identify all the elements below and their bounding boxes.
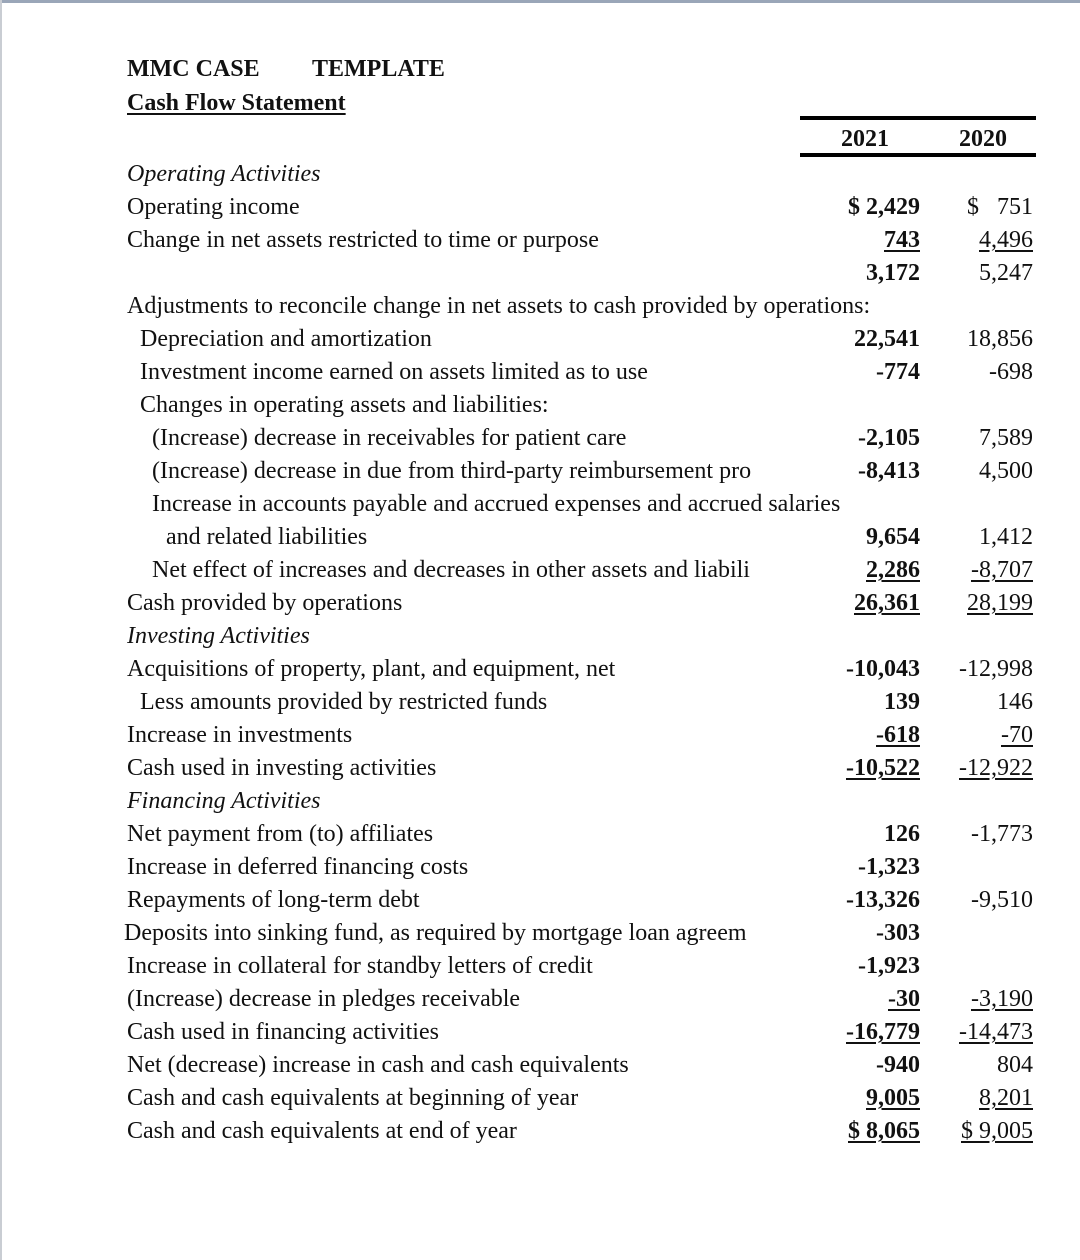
doc-subtitle: Cash Flow Statement: [127, 90, 346, 116]
row-label: Cash provided by operations: [127, 590, 403, 616]
value-2021: -940: [876, 1052, 920, 1078]
value-2020: -1,773: [971, 821, 1033, 847]
value-2021: -2,105: [858, 425, 920, 451]
value-2020: 4,500: [979, 458, 1033, 484]
value-2020: $ 9,005: [961, 1118, 1033, 1144]
row-accounts-payable-heading: [0, 488, 1080, 521]
value-2021: -10,043: [846, 656, 920, 682]
value-2021: 9,005: [866, 1085, 920, 1111]
row-subtotal: [0, 257, 1080, 290]
value-2021: -16,779: [846, 1019, 920, 1045]
value-2021: -1,923: [858, 953, 920, 979]
value-2020: 18,856: [967, 326, 1033, 352]
row-label: (Increase) decrease in pledges receivable: [127, 986, 521, 1012]
value-2021: 139: [884, 689, 920, 715]
row-net-change-cash: [0, 1049, 1080, 1082]
value-2021: 3,172: [866, 260, 920, 286]
section-operating-activities: [0, 158, 1080, 191]
row-cash-used-financing: [0, 1016, 1080, 1049]
row-label: Depreciation and amortization: [140, 326, 432, 352]
row-label: Increase in deferred financing costs: [127, 854, 469, 880]
row-label: Increase in collateral for standby letters of credit: [127, 953, 593, 979]
value-2020: -14,473: [959, 1019, 1033, 1045]
value-2020: -70: [1001, 722, 1033, 748]
row-deferred-financing: [0, 851, 1080, 884]
section-financing-activities: [0, 785, 1080, 818]
value-2020: -12,998: [959, 656, 1033, 682]
row-cash-end: [0, 1115, 1080, 1148]
value-2021: 2,286: [866, 557, 920, 583]
row-label: Investing Activities: [127, 623, 310, 649]
value-2021: -618: [876, 722, 920, 748]
row-investment-income: [0, 356, 1080, 389]
doc-title-template: TEMPLATE: [312, 56, 445, 82]
value-2020: 4,496: [979, 227, 1033, 253]
value-2021: 9,654: [866, 524, 920, 550]
value-2021: -10,522: [846, 755, 920, 781]
top-border: [0, 0, 1080, 3]
row-label: Increase in investments: [127, 722, 353, 748]
column-header-2020: 2020: [959, 126, 1007, 152]
row-restricted-funds: [0, 686, 1080, 719]
value-2021: -303: [876, 920, 920, 946]
row-label: Deposits into sinking fund, as required by mortgage loan agreem: [124, 920, 747, 946]
value-2021: 743: [884, 227, 920, 253]
value-2021: -8,413: [858, 458, 920, 484]
row-label: Repayments of long-term debt: [127, 887, 420, 913]
row-label: Adjustments to reconcile change in net assets to cash provided by operations:: [127, 293, 871, 319]
row-repayments-debt: [0, 884, 1080, 917]
value-2020: 5,247: [979, 260, 1033, 286]
value-2020: 1,412: [979, 524, 1033, 550]
row-net-payment-affiliates: [0, 818, 1080, 851]
row-cash-beginning: [0, 1082, 1080, 1115]
row-label: Cash and cash equivalents at end of year: [127, 1118, 517, 1144]
value-2021: 22,541: [854, 326, 920, 352]
row-label: Cash used in investing activities: [127, 755, 437, 781]
row-label: Changes in operating assets and liabilities:: [140, 392, 549, 418]
row-label: Operating income: [127, 194, 300, 220]
value-2021: -1,323: [858, 854, 920, 880]
row-label: Increase in accounts payable and accrued expenses and accrued salaries: [152, 491, 841, 517]
row-receivables-patient-care: [0, 422, 1080, 455]
row-acquisitions-ppe: [0, 653, 1080, 686]
value-2021: $ 2,429: [848, 194, 920, 220]
column-header-rule-top: [800, 116, 1036, 120]
row-label: Net effect of increases and decreases in other assets and liabili: [152, 557, 750, 583]
row-label: Cash and cash equivalents at beginning of year: [127, 1085, 579, 1111]
row-label: Acquisitions of property, plant, and equipment, net: [127, 656, 616, 682]
row-operating-income: [0, 191, 1080, 224]
row-label: Net payment from (to) affiliates: [127, 821, 434, 847]
row-label: (Increase) decrease in due from third-party reimbursement pro: [152, 458, 752, 484]
row-collateral-standby: [0, 950, 1080, 983]
value-2021: -13,326: [846, 887, 920, 913]
doc-title-case: MMC CASE: [127, 56, 260, 82]
row-third-party-reimbursement: [0, 455, 1080, 488]
row-change-net-assets-restricted: [0, 224, 1080, 257]
value-2020: $ 751: [967, 194, 1033, 220]
value-2021: $ 8,065: [848, 1118, 920, 1144]
value-2020: -12,922: [959, 755, 1033, 781]
row-label: Net (decrease) increase in cash and cash equivalents: [127, 1052, 629, 1078]
row-net-effect-other: [0, 554, 1080, 587]
value-2020: 804: [997, 1052, 1033, 1078]
row-label: Cash used in financing activities: [127, 1019, 439, 1045]
value-2020: 146: [997, 689, 1033, 715]
value-2021: -774: [876, 359, 920, 385]
row-related-liabilities: [0, 521, 1080, 554]
value-2021: -30: [888, 986, 920, 1012]
row-label: (Increase) decrease in receivables for patient care: [152, 425, 627, 451]
row-changes-operating-heading: [0, 389, 1080, 422]
value-2021: 126: [884, 821, 920, 847]
row-cash-provided-operations: [0, 587, 1080, 620]
value-2020: -8,707: [971, 557, 1033, 583]
row-pledges-receivable: [0, 983, 1080, 1016]
row-label: Operating Activities: [127, 161, 321, 187]
row-label: and related liabilities: [166, 524, 368, 550]
row-label: Change in net assets restricted to time or purpose: [127, 227, 599, 253]
row-label: Investment income earned on assets limited as to use: [140, 359, 648, 385]
row-depreciation: [0, 323, 1080, 356]
value-2020: 8,201: [979, 1085, 1033, 1111]
section-investing-activities: [0, 620, 1080, 653]
column-header-rule-bottom: [800, 153, 1036, 157]
row-label: Less amounts provided by restricted funds: [140, 689, 548, 715]
row-adjustments-heading: [0, 290, 1080, 323]
value-2021: 26,361: [854, 590, 920, 616]
value-2020: -698: [989, 359, 1033, 385]
row-sinking-fund: [0, 917, 1080, 950]
value-2020: -3,190: [971, 986, 1033, 1012]
value-2020: 7,589: [979, 425, 1033, 451]
value-2020: 28,199: [967, 590, 1033, 616]
row-label: Financing Activities: [127, 788, 321, 814]
value-2020: -9,510: [971, 887, 1033, 913]
row-increase-investments: [0, 719, 1080, 752]
row-cash-used-investing: [0, 752, 1080, 785]
column-header-2021: 2021: [841, 126, 889, 152]
